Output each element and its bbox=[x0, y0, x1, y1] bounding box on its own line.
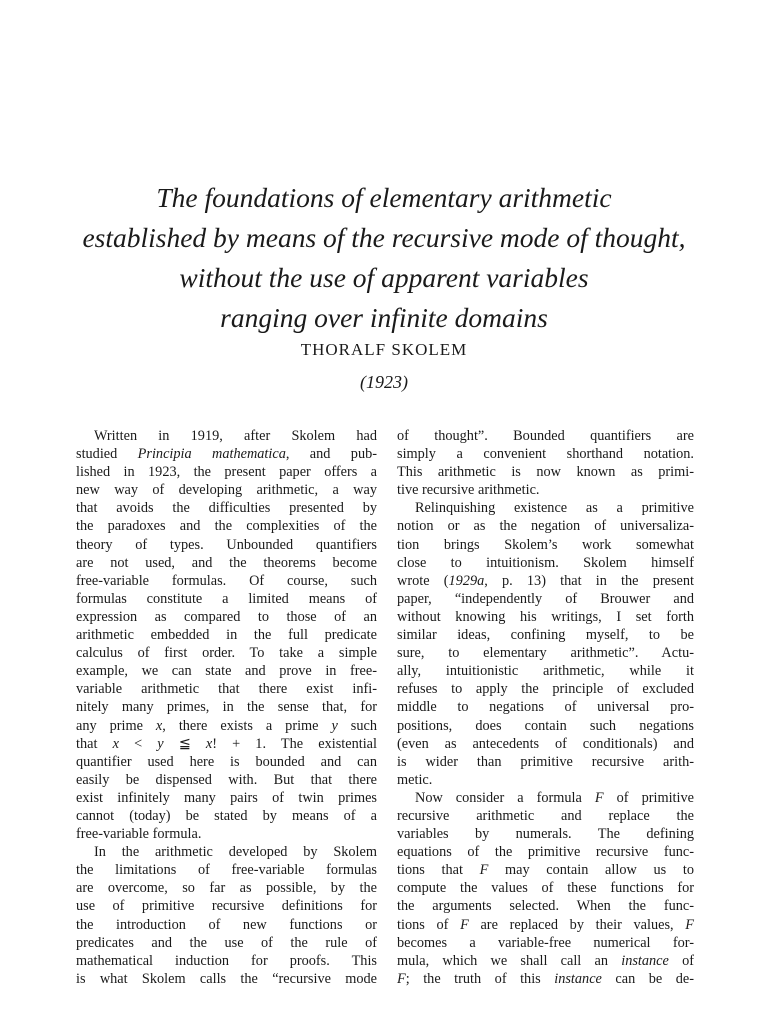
text-line: new way of developing arithmetic, a way bbox=[76, 482, 377, 499]
text-line: calculus of first order. To take a simple bbox=[76, 645, 377, 662]
text-line: without knowing his writings, I set forth bbox=[397, 608, 694, 625]
text-line: that x < y ≦ x! + 1. The existential bbox=[76, 735, 377, 752]
text-line: the paradoxes and the complexities of the bbox=[76, 518, 377, 535]
text-line: Written in 1919, after Skolem had bbox=[94, 428, 377, 444]
text-line: This arithmetic is now known as primi- bbox=[397, 464, 694, 481]
text-line: ally, intuitionistic arithmetic, while it bbox=[397, 663, 694, 680]
text-line: nitely many primes, in the sense that, for bbox=[76, 699, 377, 716]
text-line: sure, to elementary arithmetic”. Actu- bbox=[397, 645, 694, 662]
text-line: compute the values of these functions for bbox=[397, 880, 694, 897]
title-line: without the use of apparent variables bbox=[179, 262, 589, 293]
text-line: variable arithmetic that there exist infi- bbox=[76, 681, 377, 698]
text-line: metic. bbox=[397, 771, 433, 788]
text-line: mula, which we shall call an instance of bbox=[397, 952, 695, 969]
text-line: arithmetic embedded in the full predicate bbox=[76, 627, 377, 644]
text-line: becomes a variable-free numerical for- bbox=[397, 934, 694, 951]
author-name: THORALF SKOLEM bbox=[300, 340, 468, 359]
text-line: of thought”. Bounded quantifiers are bbox=[397, 428, 694, 444]
title-line: ranging over infinite domains bbox=[220, 302, 548, 333]
text-line: use of primitive recursive definitions for bbox=[76, 898, 377, 915]
text-line: paper, “independently of Brouwer and bbox=[397, 590, 694, 607]
text-line: similar ideas, confining myself, to be bbox=[397, 627, 694, 644]
text-line: the introduction of new functions or bbox=[76, 916, 377, 933]
text-line: mathematical induction for proofs. This bbox=[76, 952, 377, 969]
text-line: (even as antecedents of conditionals) and bbox=[397, 735, 694, 752]
left-column bbox=[76, 427, 377, 988]
text-line: example, we can state and prove in free- bbox=[76, 663, 377, 680]
text-line: that avoids the difficulties presented by bbox=[76, 500, 377, 517]
text-line: are overcome, so far as possible, by the bbox=[76, 880, 377, 897]
text-line: free-variable formula. bbox=[76, 826, 202, 843]
text-line: formulas constitute a limited means of bbox=[76, 590, 377, 607]
text-line: studied Principia mathematica, and pub- bbox=[76, 446, 378, 463]
text-line: wrote (1929a, p. 13) that in the present bbox=[397, 572, 694, 589]
text-line: expression as compared to those of an bbox=[76, 608, 377, 625]
text-line: theory of types. Unbounded quantifiers bbox=[76, 536, 377, 553]
text-line: close to intuitionism. Skolem himself bbox=[397, 554, 694, 571]
text-line: easily be dispensed with. But that there bbox=[76, 771, 377, 788]
text-line: cannot (today) be stated by means of a bbox=[76, 807, 377, 824]
text-line: predicates and the use of the rule of bbox=[76, 934, 377, 951]
text-line: is what Skolem calls the “recursive mode bbox=[76, 970, 377, 987]
text-line: positions, does contain such negations bbox=[397, 717, 694, 734]
text-line: F; the truth of this instance can be de- bbox=[397, 970, 694, 987]
text-line: In the arithmetic developed by Skolem bbox=[94, 844, 377, 861]
text-line: tions that F may contain allow us to bbox=[397, 862, 694, 879]
title-line: The foundations of elementary arithmetic bbox=[156, 182, 612, 213]
text-line: variables by numerals. The defining bbox=[397, 826, 694, 843]
text-line: tive recursive arithmetic. bbox=[397, 482, 540, 499]
text-line: quantifier used here is bounded and can bbox=[76, 753, 377, 770]
text-line: exist infinitely many pairs of twin primes bbox=[76, 789, 377, 806]
text-line: equations of the primitive recursive func- bbox=[397, 844, 694, 861]
text-line: free-variable formulas. Of course, such bbox=[76, 572, 377, 589]
text-line: Relinquishing existence as a primitive bbox=[415, 500, 694, 517]
text-line: simply a convenient shorthand notation. bbox=[397, 446, 694, 463]
text-line: lished in 1923, the present paper offers a bbox=[76, 464, 377, 481]
text-line: the arguments selected. When the func- bbox=[397, 898, 694, 915]
text-line: are not used, and the theorems become bbox=[76, 554, 377, 571]
text-line: any prime x, there exists a prime y such bbox=[76, 717, 378, 734]
text-line: is wider than primitive recursive arith- bbox=[397, 753, 694, 770]
text-line: notion or as the negation of universaliza- bbox=[397, 518, 694, 535]
title-line: established by means of the recursive mode of thought, bbox=[82, 222, 686, 253]
text-line: refuses to apply the principle of excluded bbox=[397, 681, 694, 698]
text-line: tions of F are replaced by their values, F bbox=[397, 916, 694, 933]
right-column bbox=[397, 427, 694, 988]
text-line: the limitations of free-variable formulas bbox=[76, 862, 377, 879]
text-line: Now consider a formula F of primitive bbox=[415, 789, 694, 806]
paper-title bbox=[40, 178, 728, 338]
publication-year: (1923) bbox=[360, 372, 408, 392]
text-line: recursive arithmetic and replace the bbox=[397, 807, 694, 824]
text-line: middle to negations of universal pro- bbox=[397, 699, 694, 716]
text-line: tion brings Skolem’s work somewhat bbox=[397, 536, 694, 553]
